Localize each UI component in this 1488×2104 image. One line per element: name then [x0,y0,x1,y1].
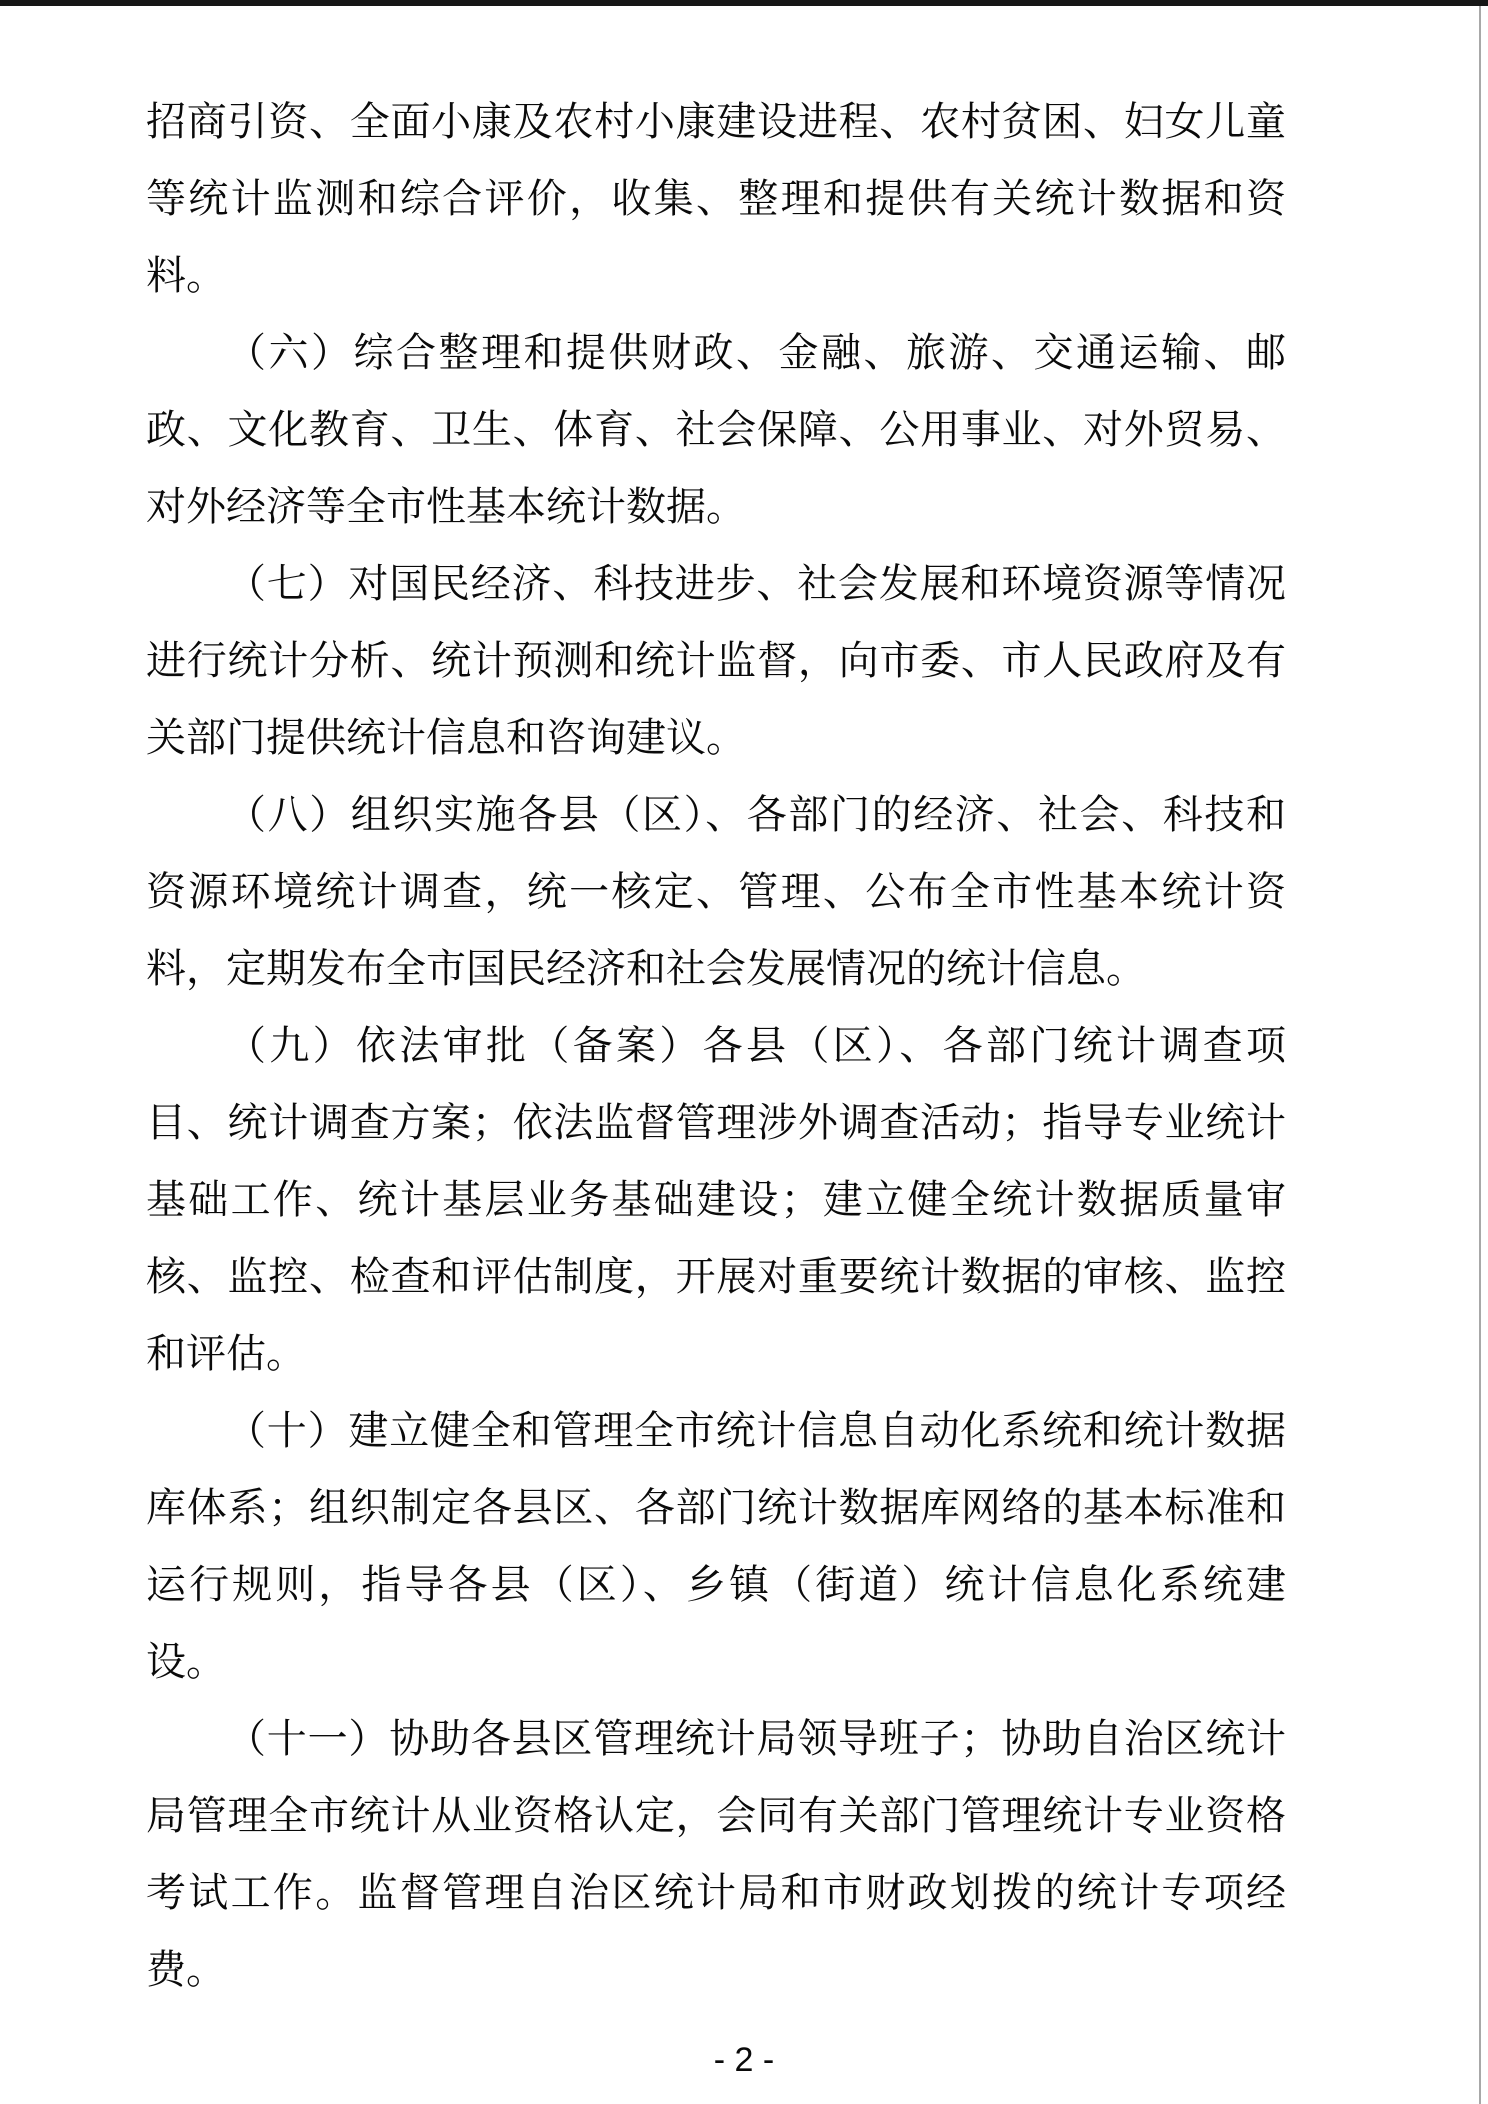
text-line: 料。 [146,254,226,298]
scan-artifact-right [1479,6,1481,2104]
scan-artifact-top [0,0,1488,6]
paragraph-item-7 [146,546,1286,777]
paragraph-item-9 [146,1008,1286,1393]
text-line: 局管理全市统计从业资格认定，会同有关部门管理统计专业资格 [146,1794,1286,1838]
paragraph-continued [146,84,1286,315]
text-line: （六）综合整理和提供财政、金融、旅游、交通运输、邮 [226,331,1286,375]
text-line: 费。 [146,1948,226,1992]
paragraph-item-10 [146,1393,1286,1701]
text-line: 基础工作、统计基层业务基础建设；建立健全统计数据质量审 [146,1178,1286,1222]
text-line: 政、文化教育、卫生、体育、社会保障、公用事业、对外贸易、 [146,408,1286,452]
text-line: （十一）协助各县区管理统计局领导班子；协助自治区统计 [226,1717,1286,1761]
paragraph-item-11 [146,1701,1286,2009]
text-line: （十）建立健全和管理全市统计信息自动化系统和统计数据 [226,1409,1286,1453]
text-line: 对外经济等全市性基本统计数据。 [146,485,746,529]
text-line: 目、统计调查方案；依法监督管理涉外调查活动；指导专业统计 [146,1101,1286,1145]
text-line: 料，定期发布全市国民经济和社会发展情况的统计信息。 [146,947,1146,991]
text-line: （八）组织实施各县（区）、各部门的经济、社会、科技和 [226,793,1286,837]
text-line: 设。 [146,1640,226,1684]
text-line: 资源环境统计调查，统一核定、管理、公布全市性基本统计资 [146,870,1286,914]
text-line: 和评估。 [146,1332,306,1376]
text-line: （九）依法审批（备案）各县（区）、各部门统计调查项 [226,1024,1286,1068]
text-line: 招商引资、全面小康及农村小康建设进程、农村贫困、妇女儿童 [146,100,1286,144]
text-line: 库体系；组织制定各县区、各部门统计数据库网络的基本标准和 [146,1486,1286,1530]
document-body [146,84,1286,2009]
page-number: - 2 - [713,2041,775,2079]
text-line: 进行统计分析、统计预测和统计监督，向市委、市人民政府及有 [146,639,1286,683]
text-line: （七）对国民经济、科技进步、社会发展和环境资源等情况 [226,562,1286,606]
text-line: 运行规则，指导各县（区）、乡镇（街道）统计信息化系统建 [146,1563,1286,1607]
text-line: 核、监控、检查和评估制度，开展对重要统计数据的审核、监控 [146,1255,1286,1299]
text-line: 考试工作。监督管理自治区统计局和市财政划拨的统计专项经 [146,1871,1286,1915]
text-line: 关部门提供统计信息和咨询建议。 [146,716,746,760]
paragraph-item-6 [146,315,1286,546]
paragraph-item-8 [146,777,1286,1008]
text-line: 等统计监测和综合评价，收集、整理和提供有关统计数据和资 [146,177,1286,221]
